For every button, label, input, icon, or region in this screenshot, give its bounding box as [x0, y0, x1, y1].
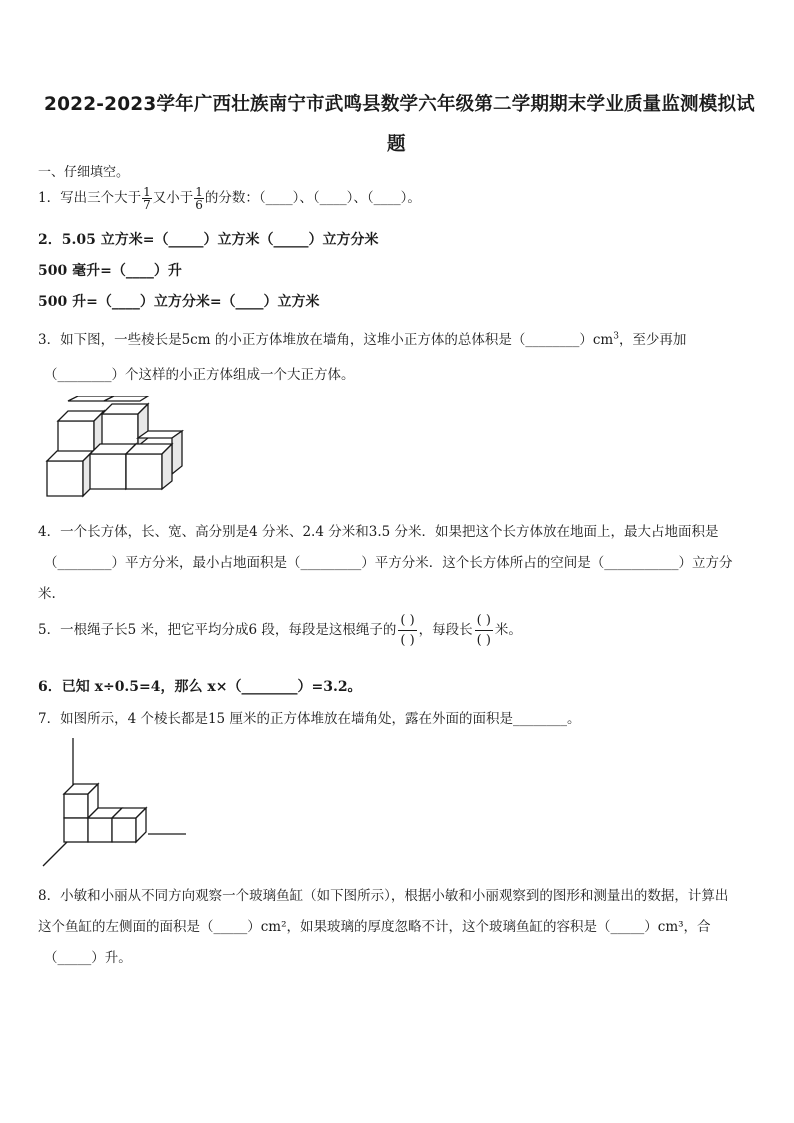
section-heading: 一、仔细填空。 [38, 165, 130, 180]
question-5 [38, 614, 522, 647]
question-7: 7．如图所示，4 个棱长都是15 厘米的正方体堆放在墙角处，露在外面的面积是________。 [38, 711, 581, 727]
q3-text-end: ，至少再加 [618, 332, 687, 348]
q3-text: 3．如下图，一些棱长是5cm 的小正方体堆放在墙角，这堆小正方体的总体积是（________）cm [38, 332, 614, 348]
cube-stack-figure [40, 396, 190, 502]
fraction-numerator: 1 [195, 185, 203, 199]
question-3-line-2: （________）个这样的小正方体组成一个大正方体。 [44, 367, 355, 383]
q3-exponent: 3 [613, 331, 619, 342]
question-4-line-1: 4．一个长方体，长、宽、高分别是4 分米、2.4 分米和3.5 分米．如果把这个长方体放在地面上，最大占地面积是 [38, 524, 719, 540]
fraction-denominator: ( ) [398, 630, 416, 647]
fraction-denominator: ( ) [475, 630, 493, 647]
q5-mid: ，每段长 [418, 622, 473, 638]
question-1 [38, 186, 421, 211]
question-6: 6．已知 x÷0.5=4，那么 x×（________）=3.2。 [38, 679, 362, 695]
question-3-line-1 [38, 328, 686, 348]
fraction-numerator: ( ) [476, 613, 491, 628]
q5-prefix: 5．一根绳子长5 米，把它平均分成6 段，每段是这根绳子的 [38, 622, 397, 638]
fraction-denominator: 7 [143, 198, 151, 212]
page-title-continued: 题 [387, 134, 406, 155]
q1-suffix: 的分数：（____）、（____）、（____）。 [204, 190, 421, 206]
fraction-denominator: 6 [195, 198, 203, 212]
question-2-line-2: 500 毫升=（____）升 [38, 263, 182, 279]
question-4-line-2: （________）平方分米，最小占地面积是（_________）平方分米．这个长方体所占的空间是（___________）立方分 [44, 555, 733, 571]
fraction-one-seventh [142, 186, 152, 211]
page-title: 2022-2023学年广西壮族南宁市武鸣县数学六年级第二学期期末学业质量监测模拟试 [44, 94, 755, 115]
fraction-one-sixth [194, 186, 204, 211]
question-8-line-2: 这个鱼缸的左侧面的面积是（_____）cm²，如果玻璃的厚度忽略不计，这个玻璃鱼缸的容积是（_____）cm³，合 [38, 919, 711, 935]
question-2-line-1: 2．5.05 立方米=（_____）立方米（_____）立方分米 [38, 232, 379, 248]
q5-suffix: 米。 [494, 622, 522, 638]
q1-prefix: 1．写出三个大于 [38, 190, 142, 206]
question-2-line-3: 500 升=（____）立方分米=（____）立方米 [38, 294, 320, 310]
fraction-blank-1 [398, 614, 416, 647]
fraction-numerator: ( ) [400, 613, 415, 628]
fraction-numerator: 1 [143, 185, 151, 199]
fraction-blank-2 [475, 614, 493, 647]
question-4-line-3: 米. [38, 586, 56, 602]
q1-mid: 又小于 [152, 190, 194, 206]
question-8-line-1: 8．小敏和小丽从不同方向观察一个玻璃鱼缸（如下图所示），根据小敏和小丽观察到的图形和测量出的数据，计算出 [38, 888, 729, 904]
corner-cubes-figure [38, 736, 190, 870]
question-8-line-3: （_____）升。 [44, 950, 132, 966]
